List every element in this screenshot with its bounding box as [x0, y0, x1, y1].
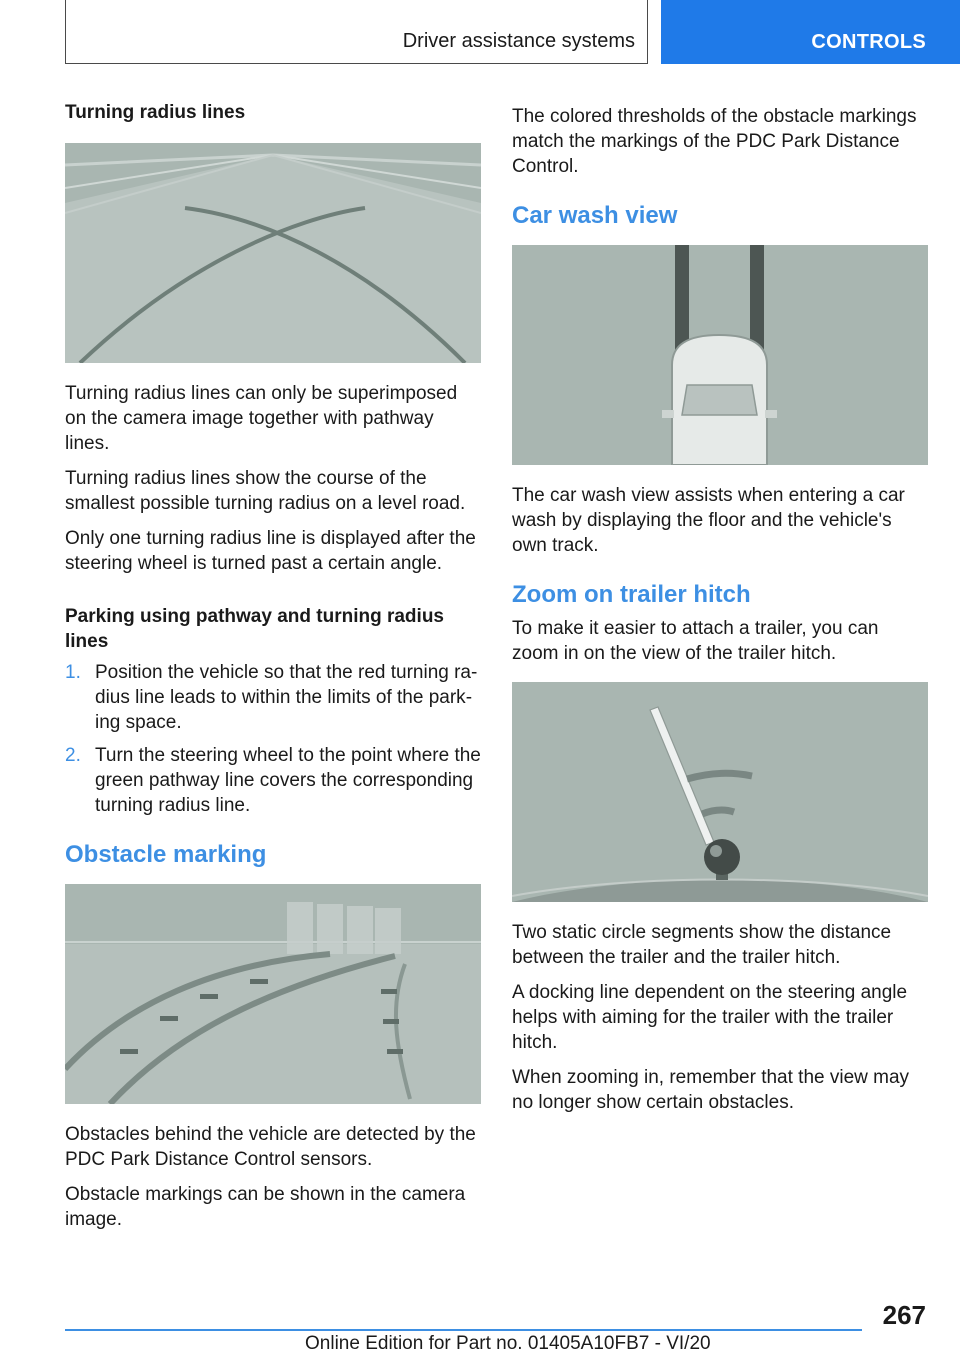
parking-step-2	[65, 743, 481, 818]
step-number: 2.	[65, 745, 81, 766]
turning-radius-p1: Turning radius lines can only be superimposed on the camera image together with pathway lines.	[65, 383, 458, 454]
car-wash-p: The car wash view assists when entering a car wash by displaying the floor and the vehicle's own track.	[512, 485, 905, 556]
obstacle-marking-figure	[65, 884, 481, 1104]
step-text: Position the vehicle so that the red turning radius line leads to within the limits of the parking space.	[95, 662, 478, 733]
trailer-hitch-figure	[512, 682, 928, 902]
obstacle-marking-illustration	[65, 884, 481, 1104]
parking-steps	[65, 660, 481, 818]
zoom-p3: A docking line dependent on the steering angle helps with aiming for the trailer with the trailer hitch.	[512, 982, 908, 1053]
turning-radius-p2: Turning radius lines show the course of the smallest possible turning radius on a level road.	[65, 468, 466, 514]
zoom-hitch-heading: Zoom on trailer hitch	[512, 581, 751, 608]
zoom-p2: Two static circle segments show the distance between the trailer and the trailer hitch.	[512, 922, 892, 968]
obstacle-p1: Obstacles behind the vehicle are detected by the PDC Park Distance Control sensors.	[65, 1124, 476, 1170]
page-number: 267	[882, 1300, 926, 1330]
parking-step-1	[65, 660, 481, 735]
step-text: Turn the steering wheel to the point where the green pathway line covers the corresponding turning radius line.	[95, 745, 481, 816]
parking-title: Parking using pathway and turning radius lines	[65, 606, 444, 652]
thresholds-p: The colored thresholds of the obstacle markings match the markings of the PDC Park Distance Control.	[512, 106, 917, 177]
turning-radius-title: Turning radius lines	[65, 102, 246, 123]
footer-divider	[65, 1329, 862, 1331]
header-tab-controls[interactable]	[661, 0, 960, 64]
zoom-p1: To make it easier to attach a trailer, you can zoom in on the view of the trailer hitch.	[512, 618, 879, 664]
header-section-title: Driver assistance systems	[402, 30, 635, 52]
obstacle-marking-heading: Obstacle marking	[65, 841, 267, 868]
turning-radius-illustration	[65, 143, 481, 363]
car-wash-heading: Car wash view	[512, 202, 678, 229]
car-wash-illustration	[512, 245, 928, 465]
turning-radius-figure	[65, 143, 481, 363]
car-wash-figure	[512, 245, 928, 465]
step-number: 1.	[65, 662, 81, 683]
footer-edition: Online Edition for Part no. 01405A10FB7 - VI/20	[305, 1333, 711, 1354]
right-column	[512, 104, 928, 1125]
header-tab-label: CONTROLS	[811, 31, 926, 53]
zoom-p4: When zooming in, remember that the view may no longer show certain obstacles.	[512, 1067, 910, 1113]
left-column	[65, 100, 481, 1242]
turning-radius-p3: Only one turning radius line is displayed after the steering wheel is turned past a certain angle.	[65, 528, 476, 574]
obstacle-p2: Obstacle markings can be shown in the camera image.	[65, 1184, 466, 1230]
trailer-hitch-illustration	[512, 682, 928, 902]
header-section-box	[65, 0, 648, 64]
